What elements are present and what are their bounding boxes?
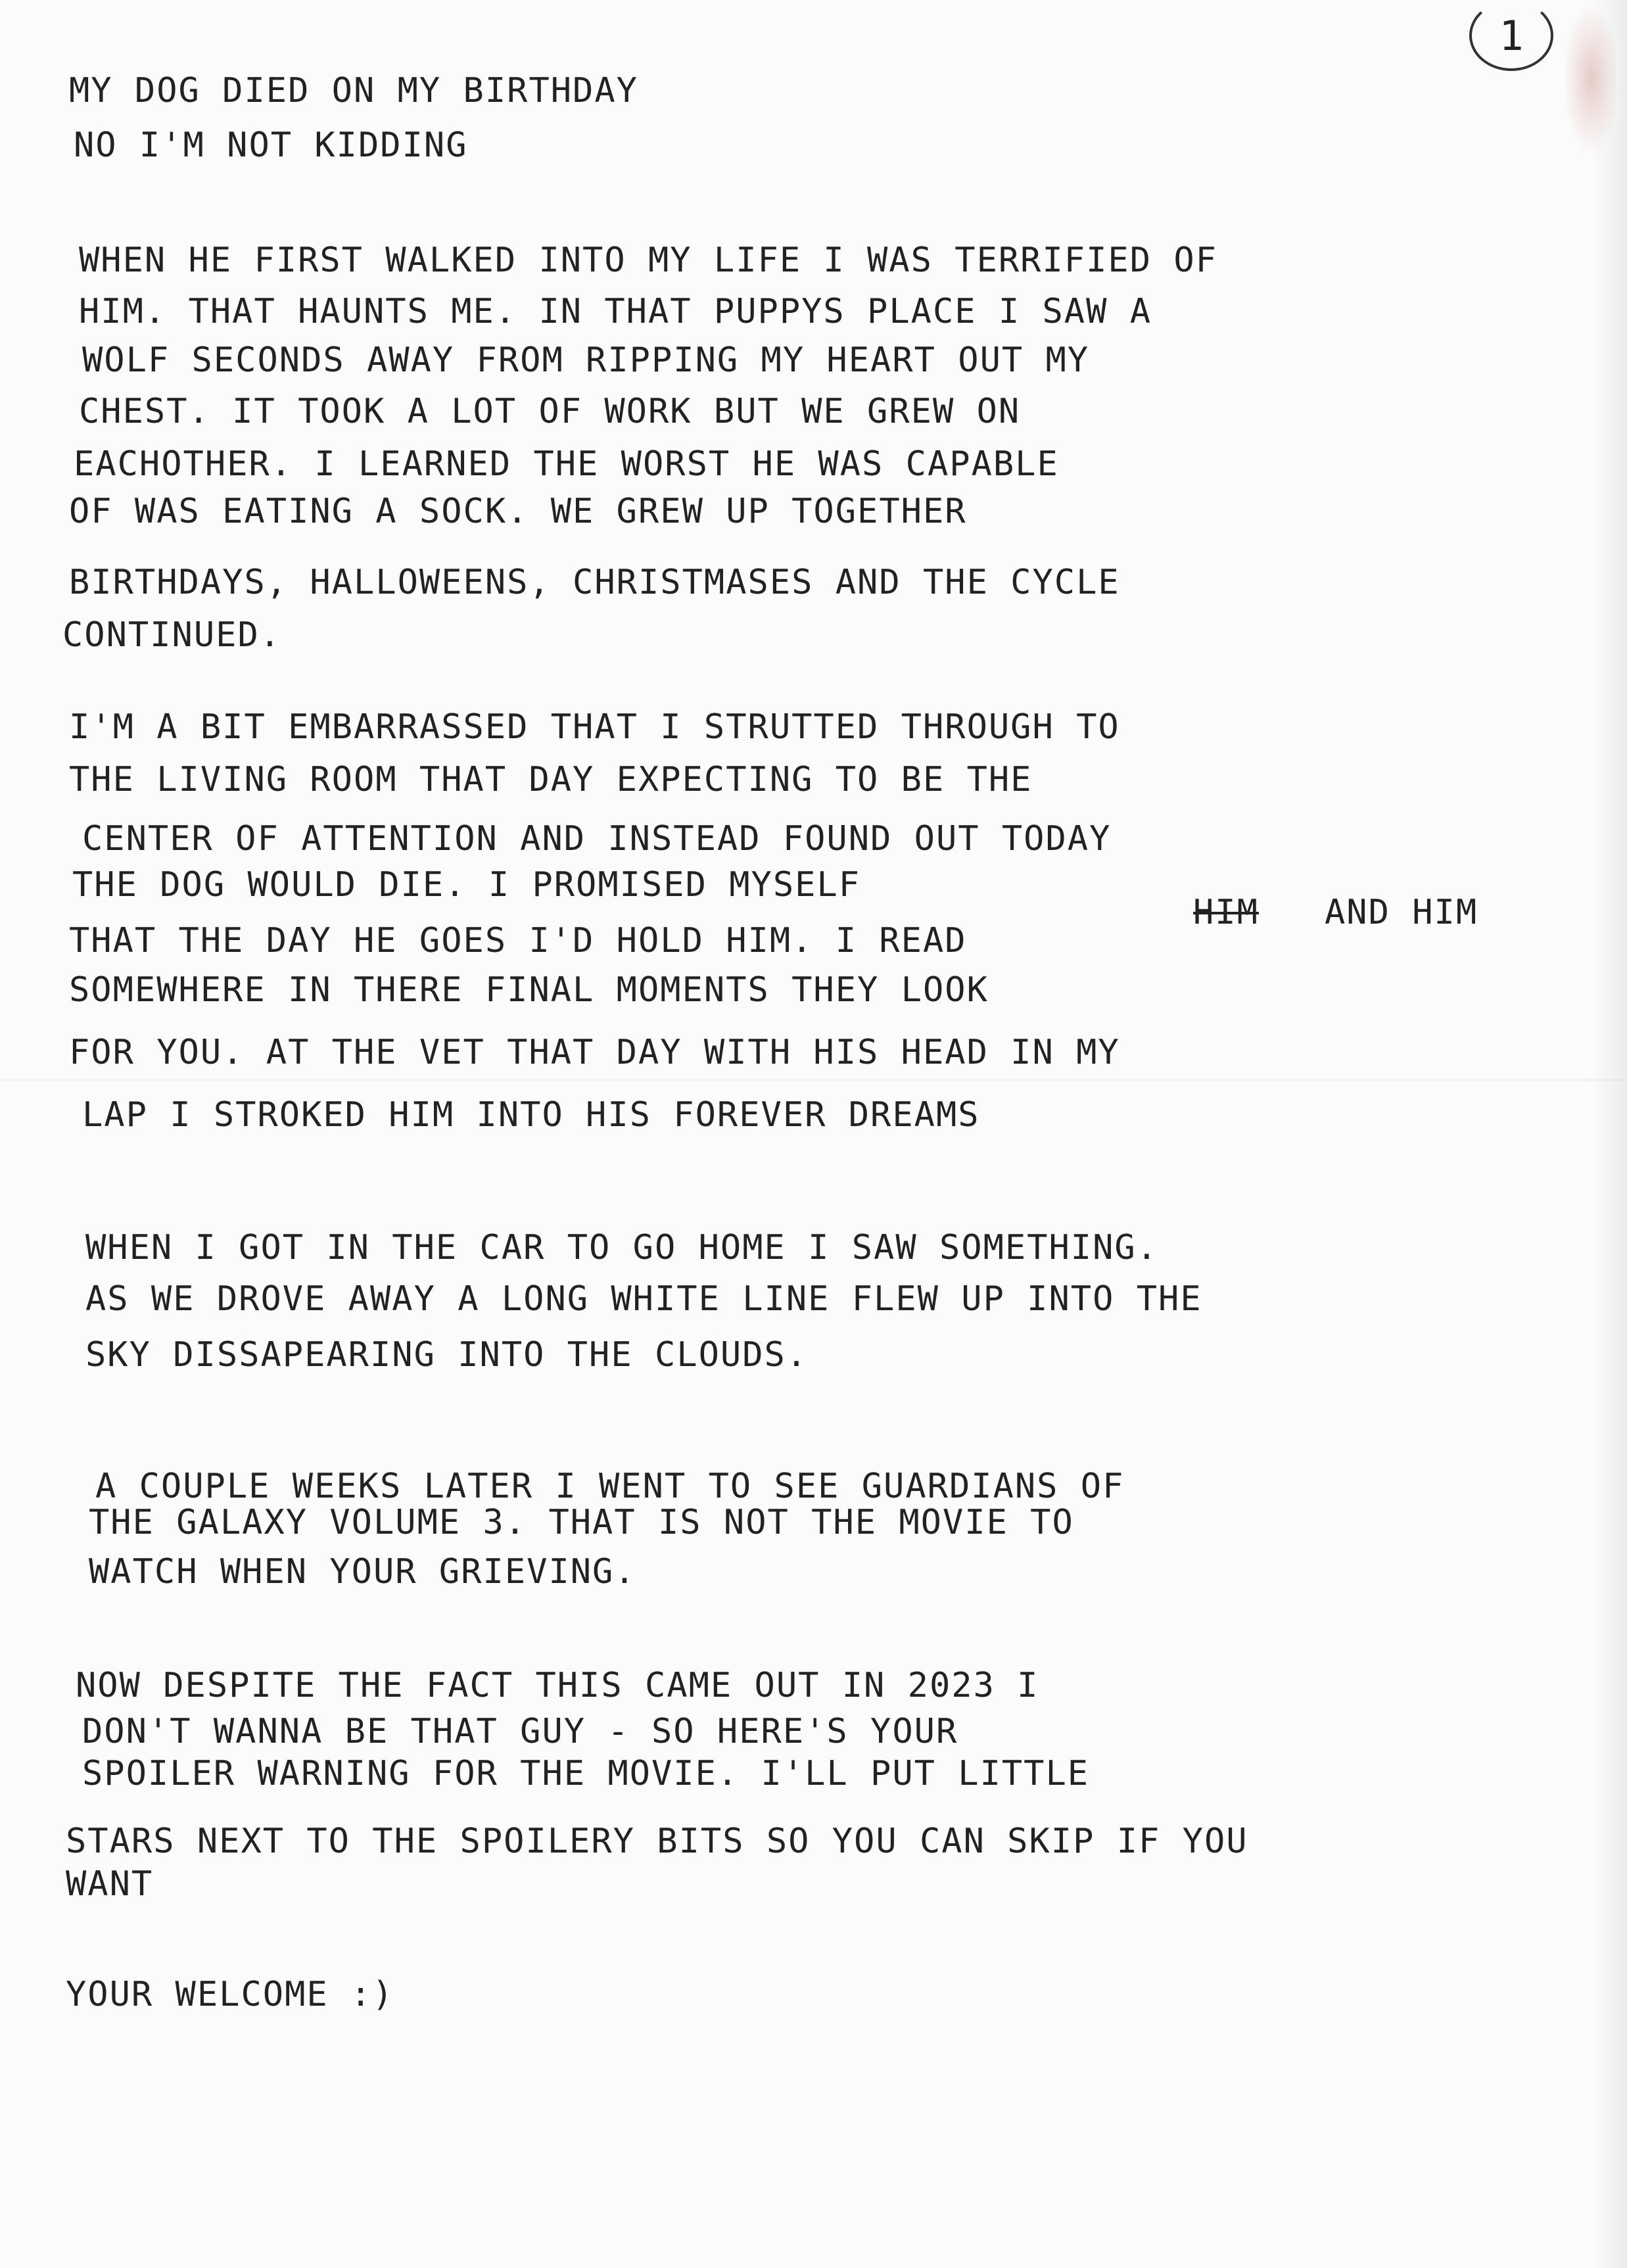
text-line: EACHOTHER. I LEARNED THE WORST HE WAS CAPABLE [74,444,1059,484]
text-line: I'M A BIT EMBARRASSED THAT I STRUTTED THROUGH TO [69,707,1120,747]
struck-word: HIM [1193,893,1259,932]
text-line: YOUR WELCOME :) [66,1975,394,2014]
text-line: AND HIM [1325,893,1478,932]
text-line: WANT [66,1864,154,1904]
text-line: BIRTHDAYS, HALLOWEENS, CHRISTMASES AND THE CYCLE [69,563,1120,602]
text-line: THAT THE DAY HE GOES I'D HOLD HIM. I READ [69,921,967,960]
text-line: STARS NEXT TO THE SPOILERY BITS SO YOU CAN SKIP IF YOU [66,1822,1248,1861]
text-line: LAP I STROKED HIM INTO HIS FOREVER DREAMS [82,1095,980,1135]
text-line: CENTER OF ATTENTION AND INSTEAD FOUND OUT TODAY [82,819,1112,859]
text-line: FOR YOU. AT THE VET THAT DAY WITH HIS HEAD IN MY [69,1033,1120,1072]
text-line: AS WE DROVE AWAY A LONG WHITE LINE FLEW UP INTO THE [85,1279,1202,1319]
text-line: NOW DESPITE THE FACT THIS CAME OUT IN 2023 I [76,1666,1039,1705]
text-line: SOMEWHERE IN THERE FINAL MOMENTS THEY LOOK [69,970,989,1010]
text-line: CHEST. IT TOOK A LOT OF WORK BUT WE GREW ON [79,392,1021,431]
text-line: THE DOG WOULD DIE. I PROMISED MYSELF [72,865,861,905]
text-line: HIM. THAT HAUNTS ME. IN THAT PUPPYS PLACE I SAW A [79,292,1152,331]
text-line: MY DOG DIED ON MY BIRTHDAY [69,71,638,110]
text-line: CONTINUED. [62,615,282,655]
page-number: 1 [1469,0,1553,71]
paper-fold-line [0,1078,1627,1082]
text-line: SPOILER WARNING FOR THE MOVIE. I'LL PUT LITTLE [82,1754,1090,1793]
text-line: THE LIVING ROOM THAT DAY EXPECTING TO BE THE [69,760,1033,799]
text-line: WHEN HE FIRST WALKED INTO MY LIFE I WAS TERRIFIED OF [79,241,1217,280]
text-line: WOLF SECONDS AWAY FROM RIPPING MY HEART OUT MY [82,341,1090,380]
text-line: WATCH WHEN YOUR GRIEVING. [89,1552,636,1592]
text-line: OF WAS EATING A SOCK. WE GREW UP TOGETHER [69,492,967,531]
text-line: NO I'M NOT KIDDING [74,126,468,165]
text-line: WHEN I GOT IN THE CAR TO GO HOME I SAW SOMETHING. [85,1228,1159,1267]
text-line: A COUPLE WEEKS LATER I WENT TO SEE GUARDIANS OF [95,1467,1125,1506]
text-line: DON'T WANNA BE THAT GUY - SO HERE'S YOUR [82,1712,958,1751]
paper-stain [1565,7,1617,151]
text-line: THE GALAXY VOLUME 3. THAT IS NOT THE MOVIE TO [89,1503,1074,1542]
paper-edge-shadow [1591,0,1627,2268]
text-line: SKY DISSAPEARING INTO THE CLOUDS. [85,1335,809,1375]
